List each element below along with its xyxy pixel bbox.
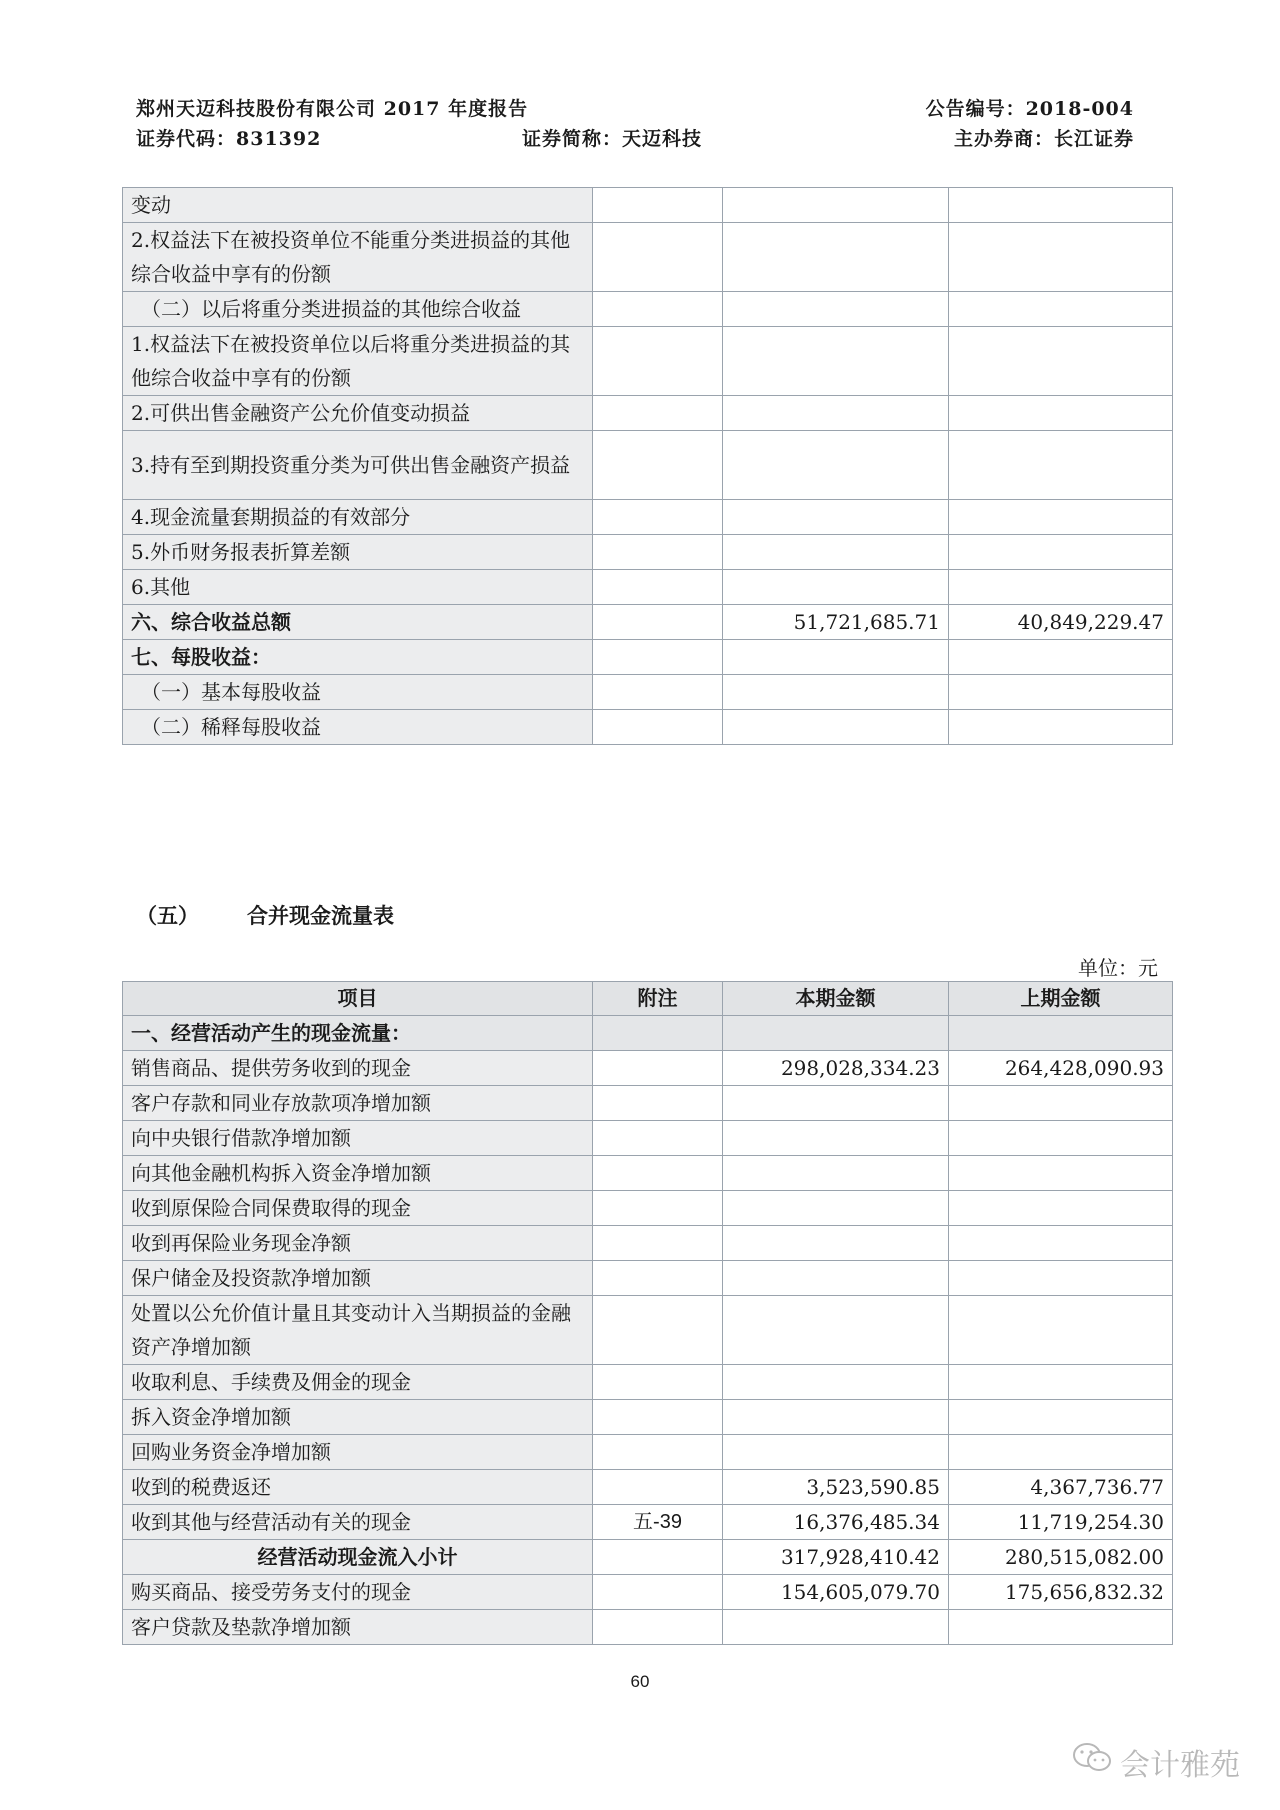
table-row [123,1505,1173,1540]
row-item: （一）基本每股收益 [123,675,593,710]
row-note [593,292,723,327]
row-prior [949,1016,1173,1051]
row-note [593,1156,723,1191]
row-note [593,570,723,605]
row-note [593,1086,723,1121]
table-row [123,1086,1173,1121]
table-row [123,570,1173,605]
row-prior [949,1191,1173,1226]
header-note: 附注 [593,982,723,1016]
notice-number: 公告编号：2018-004 [925,98,1134,120]
row-current: 317,928,410.42 [723,1540,949,1575]
row-item: 七、每股收益： [123,640,593,675]
row-item: 处置以公允价值计量且其变动计入当期损益的金融资产净增加额 [123,1296,593,1365]
table-row [123,188,1173,223]
table-row [123,1540,1173,1575]
cashflow-statement-table [122,981,1173,1645]
row-item: 2.可供出售金融资产公允价值变动损益 [123,396,593,431]
row-item: 收到原保险合同保费取得的现金 [123,1191,593,1226]
table-row [123,675,1173,710]
row-current [723,1226,949,1261]
row-note [593,710,723,745]
row-item: 一、经营活动产生的现金流量： [123,1016,593,1051]
row-current [723,1121,949,1156]
row-current [723,1400,949,1435]
row-prior: 280,515,082.00 [949,1540,1173,1575]
row-note [593,188,723,223]
row-item: 收到再保险业务现金净额 [123,1226,593,1261]
row-current [723,188,949,223]
row-note [593,1470,723,1505]
row-item: 收取利息、手续费及佣金的现金 [123,1365,593,1400]
row-note [593,1191,723,1226]
report-title: 郑州天迈科技股份有限公司 2017 年度报告 [136,98,529,120]
watermark [1072,1740,1240,1784]
row-current [723,431,949,500]
row-item: 1.权益法下在被投资单位以后将重分类进损益的其他综合收益中享有的份额 [123,327,593,396]
row-prior [949,640,1173,675]
row-note [593,1121,723,1156]
row-current [723,292,949,327]
row-item: （二）稀释每股收益 [123,710,593,745]
row-prior [949,1121,1173,1156]
row-prior [949,1226,1173,1261]
header-current: 本期金额 [723,982,949,1016]
row-current [723,1261,949,1296]
section-number: （五） [136,903,199,928]
row-current [723,1016,949,1051]
table-row [123,1226,1173,1261]
row-prior [949,500,1173,535]
row-prior: 11,719,254.30 [949,1505,1173,1540]
row-note [593,431,723,500]
row-item: 购买商品、接受劳务支付的现金 [123,1575,593,1610]
section-title: 合并现金流量表 [247,903,394,928]
table-row [123,1121,1173,1156]
table-row [123,1610,1173,1645]
row-item: 向其他金融机构拆入资金净增加额 [123,1156,593,1191]
row-current [723,396,949,431]
row-current [723,1086,949,1121]
row-item: 客户存款和同业存放款项净增加额 [123,1086,593,1121]
table-row [123,292,1173,327]
table-row [123,223,1173,292]
row-item: 2.权益法下在被投资单位不能重分类进损益的其他综合收益中享有的份额 [123,223,593,292]
row-current: 51,721,685.71 [723,605,949,640]
row-note [593,1365,723,1400]
row-prior [949,675,1173,710]
row-prior [949,431,1173,500]
row-current [723,1191,949,1226]
row-note [593,500,723,535]
unit-label: 单位：元 [1078,956,1158,980]
row-prior [949,223,1173,292]
row-prior [949,1400,1173,1435]
section-heading [136,900,394,930]
table-row [123,605,1173,640]
row-current: 16,376,485.34 [723,1505,949,1540]
row-current [723,675,949,710]
row-note [593,1296,723,1365]
row-prior: 175,656,832.32 [949,1575,1173,1610]
table-row [123,710,1173,745]
row-current [723,1296,949,1365]
table-row [123,1191,1173,1226]
row-prior: 40,849,229.47 [949,605,1173,640]
row-current [723,500,949,535]
row-prior [949,188,1173,223]
row-item: 六、综合收益总额 [123,605,593,640]
row-note [593,1400,723,1435]
row-prior [949,570,1173,605]
row-prior [949,1365,1173,1400]
wechat-icon [1072,1741,1120,1783]
table-row [123,1051,1173,1086]
row-current [723,570,949,605]
row-note [593,675,723,710]
table-row [123,1365,1173,1400]
stock-code: 证券代码：831392 [136,128,322,150]
sponsor-broker: 主办券商：长江证券 [953,128,1134,150]
row-prior [949,1435,1173,1470]
row-prior [949,1296,1173,1365]
row-current [723,1365,949,1400]
row-item: 经营活动现金流入小计 [123,1540,593,1575]
table-row [123,500,1173,535]
stock-abbreviation: 证券简称：天迈科技 [522,128,703,150]
row-current [723,1435,949,1470]
row-current: 3,523,590.85 [723,1470,949,1505]
row-item: 客户贷款及垫款净增加额 [123,1610,593,1645]
row-current: 154,605,079.70 [723,1575,949,1610]
table-row [123,327,1173,396]
row-note [593,396,723,431]
row-note [593,327,723,396]
page-number: 60 [630,1672,650,1691]
row-note [593,1610,723,1645]
row-current [723,1610,949,1645]
income-statement-table [122,187,1173,745]
row-prior [949,1156,1173,1191]
row-item: 5.外币财务报表折算差额 [123,535,593,570]
row-item: 回购业务资金净增加额 [123,1435,593,1470]
table-row [123,431,1173,500]
row-note [593,1226,723,1261]
row-current [723,640,949,675]
row-prior [949,535,1173,570]
header-item: 项目 [123,982,593,1016]
row-item: 4.现金流量套期损益的有效部分 [123,500,593,535]
row-prior [949,396,1173,431]
row-item: 6.其他 [123,570,593,605]
row-note [593,1051,723,1086]
row-note [593,535,723,570]
row-note [593,1261,723,1296]
row-note [593,640,723,675]
row-item: 保户储金及投资款净增加额 [123,1261,593,1296]
row-note [593,1575,723,1610]
row-current [723,710,949,745]
table-row [123,1156,1173,1191]
row-note [593,1435,723,1470]
row-current [723,327,949,396]
row-item: 变动 [123,188,593,223]
row-item: 向中央银行借款净增加额 [123,1121,593,1156]
row-note: 五-39 [593,1505,723,1540]
row-item: 收到的税费返还 [123,1470,593,1505]
row-note [593,605,723,640]
row-prior: 264,428,090.93 [949,1051,1173,1086]
row-prior [949,710,1173,745]
row-prior: 4,367,736.77 [949,1470,1173,1505]
row-item: 销售商品、提供劳务收到的现金 [123,1051,593,1086]
table-row [123,396,1173,431]
header-prior: 上期金额 [949,982,1173,1016]
row-current: 298,028,334.23 [723,1051,949,1086]
row-item: 收到其他与经营活动有关的现金 [123,1505,593,1540]
table-row [123,535,1173,570]
table-row [123,1400,1173,1435]
table-row [123,640,1173,675]
table-row [123,1435,1173,1470]
row-prior [949,1261,1173,1296]
row-item: 拆入资金净增加额 [123,1400,593,1435]
table-header-row [123,982,1173,1016]
row-note [593,1016,723,1051]
row-prior [949,327,1173,396]
row-current [723,535,949,570]
row-note [593,223,723,292]
row-prior [949,292,1173,327]
row-current [723,223,949,292]
table-row [123,1575,1173,1610]
row-item: （二）以后将重分类进损益的其他综合收益 [123,292,593,327]
watermark-text: 会计雅苑 [1120,1748,1240,1783]
table-row [123,1296,1173,1365]
row-prior [949,1086,1173,1121]
table-row [123,1016,1173,1051]
table-row [123,1470,1173,1505]
row-current [723,1156,949,1191]
row-item: 3.持有至到期投资重分类为可供出售金融资产损益 [123,431,593,500]
row-note [593,1540,723,1575]
row-prior [949,1610,1173,1645]
table-row [123,1261,1173,1296]
